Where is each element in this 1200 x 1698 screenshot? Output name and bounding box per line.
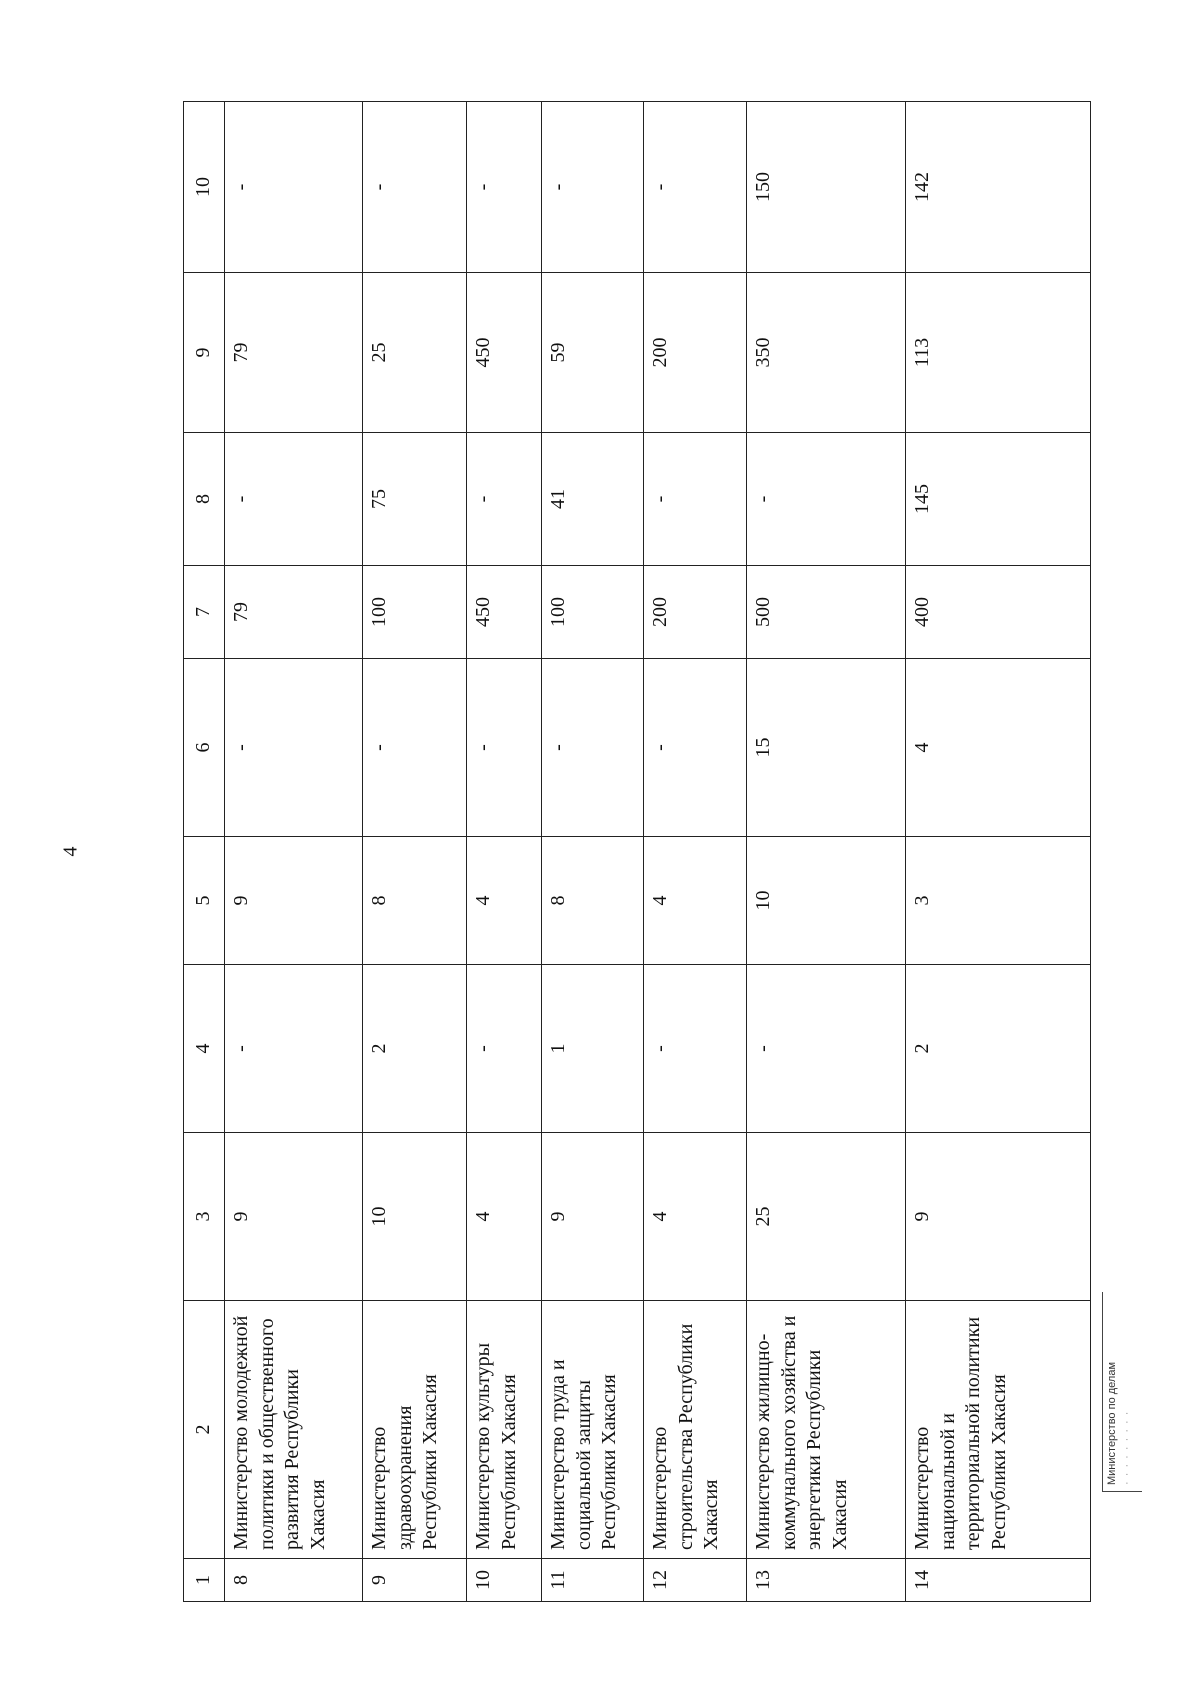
- ministry-name: Министерство культуры Республики Хакасия: [467, 1301, 542, 1559]
- cell-value: -: [747, 433, 906, 566]
- cell-value: -: [644, 102, 747, 273]
- table-row: [467, 102, 542, 1602]
- table-row: [644, 102, 747, 1602]
- cell-value: 41: [542, 433, 644, 566]
- cell-value: -: [644, 659, 747, 837]
- ministry-name: Министерство жилищно-коммунального хозяйства и энергетики Республики Хакасия: [747, 1301, 906, 1559]
- row-number: 10: [467, 1559, 542, 1602]
- cell-value: 75: [363, 433, 467, 566]
- cell-value: 9: [906, 1133, 1091, 1301]
- cell-value: 9: [225, 837, 363, 965]
- cell-value: -: [644, 433, 747, 566]
- cell-value: 2: [906, 965, 1091, 1133]
- cell-value: -: [542, 659, 644, 837]
- cell-value: 79: [225, 566, 363, 659]
- cell-value: 150: [747, 102, 906, 273]
- cell-value: -: [644, 965, 747, 1133]
- cell-value: 400: [906, 566, 1091, 659]
- cell-value: 10: [363, 1133, 467, 1301]
- column-header: 5: [184, 837, 225, 965]
- cell-value: -: [363, 102, 467, 273]
- row-number: 13: [747, 1559, 906, 1602]
- stamp-line: Министерство по делам: [1106, 1361, 1118, 1485]
- cell-value: 9: [542, 1133, 644, 1301]
- cell-value: 25: [747, 1133, 906, 1301]
- cell-value: 59: [542, 273, 644, 433]
- row-number: 14: [906, 1559, 1091, 1602]
- ministry-name: Министерство труда и социальной защиты Республики Хакасия: [542, 1301, 644, 1559]
- table-row: [363, 102, 467, 1602]
- cell-value: 450: [467, 273, 542, 433]
- ministry-name: Министерство здравоохранения Республики Хакасия: [363, 1301, 467, 1559]
- cell-value: 450: [467, 566, 542, 659]
- cell-value: -: [467, 102, 542, 273]
- cell-value: -: [467, 433, 542, 566]
- cell-value: -: [467, 965, 542, 1133]
- table-rotated-wrapper: [183, 102, 1085, 1602]
- cell-value: 25: [363, 273, 467, 433]
- cell-value: 500: [747, 566, 906, 659]
- row-number: 8: [225, 1559, 363, 1602]
- column-header: 1: [184, 1559, 225, 1602]
- column-header: 10: [184, 102, 225, 273]
- cell-value: 100: [542, 566, 644, 659]
- cell-value: 79: [225, 273, 363, 433]
- ministry-name: Министерство строительства Республики Хакасия: [644, 1301, 747, 1559]
- cell-value: 1: [542, 965, 644, 1133]
- cell-value: 3: [906, 837, 1091, 965]
- page-number: 4: [59, 846, 82, 857]
- table-row: [225, 102, 363, 1602]
- cell-value: 4: [467, 837, 542, 965]
- cell-value: 100: [363, 566, 467, 659]
- ministry-name: Министерство молодежной политики и общественного развития Республики Хакасия: [225, 1301, 363, 1559]
- ministry-name: Министерство национальной и территориальной политики Республики Хакасия: [906, 1301, 1091, 1559]
- table-row: [747, 102, 906, 1602]
- row-number: 12: [644, 1559, 747, 1602]
- row-number: 11: [542, 1559, 644, 1602]
- cell-value: 4: [906, 659, 1091, 837]
- cell-value: 113: [906, 273, 1091, 433]
- cell-value: -: [225, 102, 363, 273]
- column-header: 2: [184, 1301, 225, 1559]
- table-row: [906, 102, 1091, 1602]
- cell-value: -: [747, 965, 906, 1133]
- data-table: [183, 101, 1091, 1602]
- cell-value: -: [542, 102, 644, 273]
- cell-value: -: [225, 965, 363, 1133]
- column-header: 4: [184, 965, 225, 1133]
- cell-value: -: [225, 433, 363, 566]
- cell-value: 9: [225, 1133, 363, 1301]
- column-header: 8: [184, 433, 225, 566]
- cell-value: 10: [747, 837, 906, 965]
- cell-value: -: [363, 659, 467, 837]
- cell-value: -: [467, 659, 542, 837]
- column-header: 7: [184, 566, 225, 659]
- cell-value: 15: [747, 659, 906, 837]
- cell-value: 8: [363, 837, 467, 965]
- row-number: 9: [363, 1559, 467, 1602]
- cell-value: 200: [644, 273, 747, 433]
- table-row: [542, 102, 644, 1602]
- stamp-line: · · · · · · · · ·: [1121, 1410, 1133, 1485]
- cell-value: 200: [644, 566, 747, 659]
- cell-value: -: [225, 659, 363, 837]
- column-header: 9: [184, 273, 225, 433]
- column-header: 6: [184, 659, 225, 837]
- registration-stamp: [1102, 1292, 1142, 1492]
- column-header: 3: [184, 1133, 225, 1301]
- table-header-row: [184, 102, 225, 1602]
- cell-value: 8: [542, 837, 644, 965]
- cell-value: 350: [747, 273, 906, 433]
- cell-value: 145: [906, 433, 1091, 566]
- cell-value: 4: [644, 1133, 747, 1301]
- cell-value: 142: [906, 102, 1091, 273]
- cell-value: 2: [363, 965, 467, 1133]
- cell-value: 4: [644, 837, 747, 965]
- cell-value: 4: [467, 1133, 542, 1301]
